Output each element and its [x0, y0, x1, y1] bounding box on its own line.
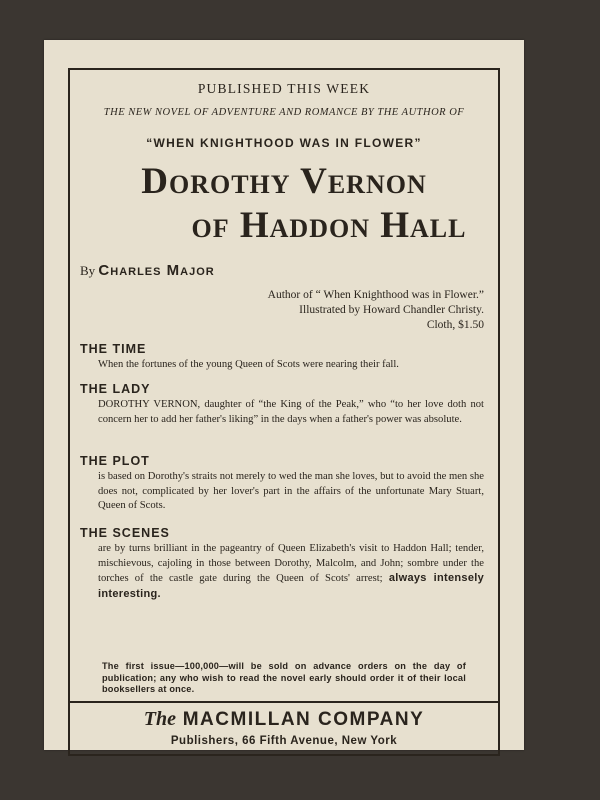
publisher-name	[76, 708, 492, 731]
section-heading: THE PLOT	[80, 454, 150, 468]
advertisement-content	[76, 76, 492, 748]
section-heading: THE TIME	[80, 342, 147, 356]
book-title-line-2: of Haddon Hall	[191, 205, 467, 246]
price-line: Cloth, $1.50	[426, 319, 484, 331]
section-text: is based on Dorothy's straits not merely to wed the man she loves, but to avoid the men she does not, complicated by her lover's part in the affairs of the unfortunate Mary Stuart, Queen of Scots.	[98, 471, 484, 511]
section-scenes	[80, 526, 484, 602]
section-heading: THE SCENES	[80, 526, 170, 540]
first-issue-notice: The first issue—100,000—will be sold on advance orders on the day of publication; any who wish to read the novel early should order it of their local booksellers at once.	[102, 661, 466, 694]
publisher-article: The	[143, 708, 176, 730]
author-name: Charles Major	[98, 262, 215, 279]
book-details	[254, 288, 484, 333]
section-text: DOROTHY VERNON, daughter of “the King of the Peak,” who “to her love doth not concern her to add her father's liking” in the days when a father's power was absolute.	[98, 399, 484, 425]
section-lady	[80, 382, 484, 427]
publisher-address: Publishers, 66 Fifth Avenue, New York	[170, 735, 398, 747]
published-this-week: PUBLISHED THIS WEEK	[197, 81, 371, 96]
section-time	[80, 342, 484, 373]
advertisement-border	[68, 68, 500, 756]
section-text	[98, 542, 484, 602]
previous-novel-quote: “WHEN KNIGHTHOOD WAS IN FLOWER”	[146, 136, 422, 150]
section-plot	[80, 454, 484, 514]
byline-prefix: By	[80, 263, 96, 278]
scenes-emphasis: always intensely interesting.	[98, 572, 485, 600]
book-title-line-1: Dorothy Vernon	[141, 161, 427, 202]
illustrator-line: Illustrated by Howard Chandler Christy.	[299, 304, 484, 316]
section-heading: THE LADY	[80, 382, 151, 396]
publisher-company: MACMILLAN COMPANY	[182, 709, 425, 730]
scenes-body: are by turns brilliant in the pageantry of Queen Elizabeth's visit to Haddon Hall; tender, mischievous, cajoling in those between Dorothy, Malcolm, and John; sombre under the torches of the castle gate during the Queen of Scots' arrest;	[98, 543, 484, 584]
magazine-page	[44, 40, 524, 750]
novel-subtitle: THE NEW NOVEL OF ADVENTURE AND ROMANCE BY THE AUTHOR OF	[103, 107, 465, 118]
section-text: When the fortunes of the young Queen of Scots were nearing their fall.	[98, 359, 399, 370]
author-of-line: Author of “ When Knighthood was in Flower.”	[267, 289, 484, 301]
byline	[80, 262, 215, 279]
footer-divider	[70, 701, 498, 703]
